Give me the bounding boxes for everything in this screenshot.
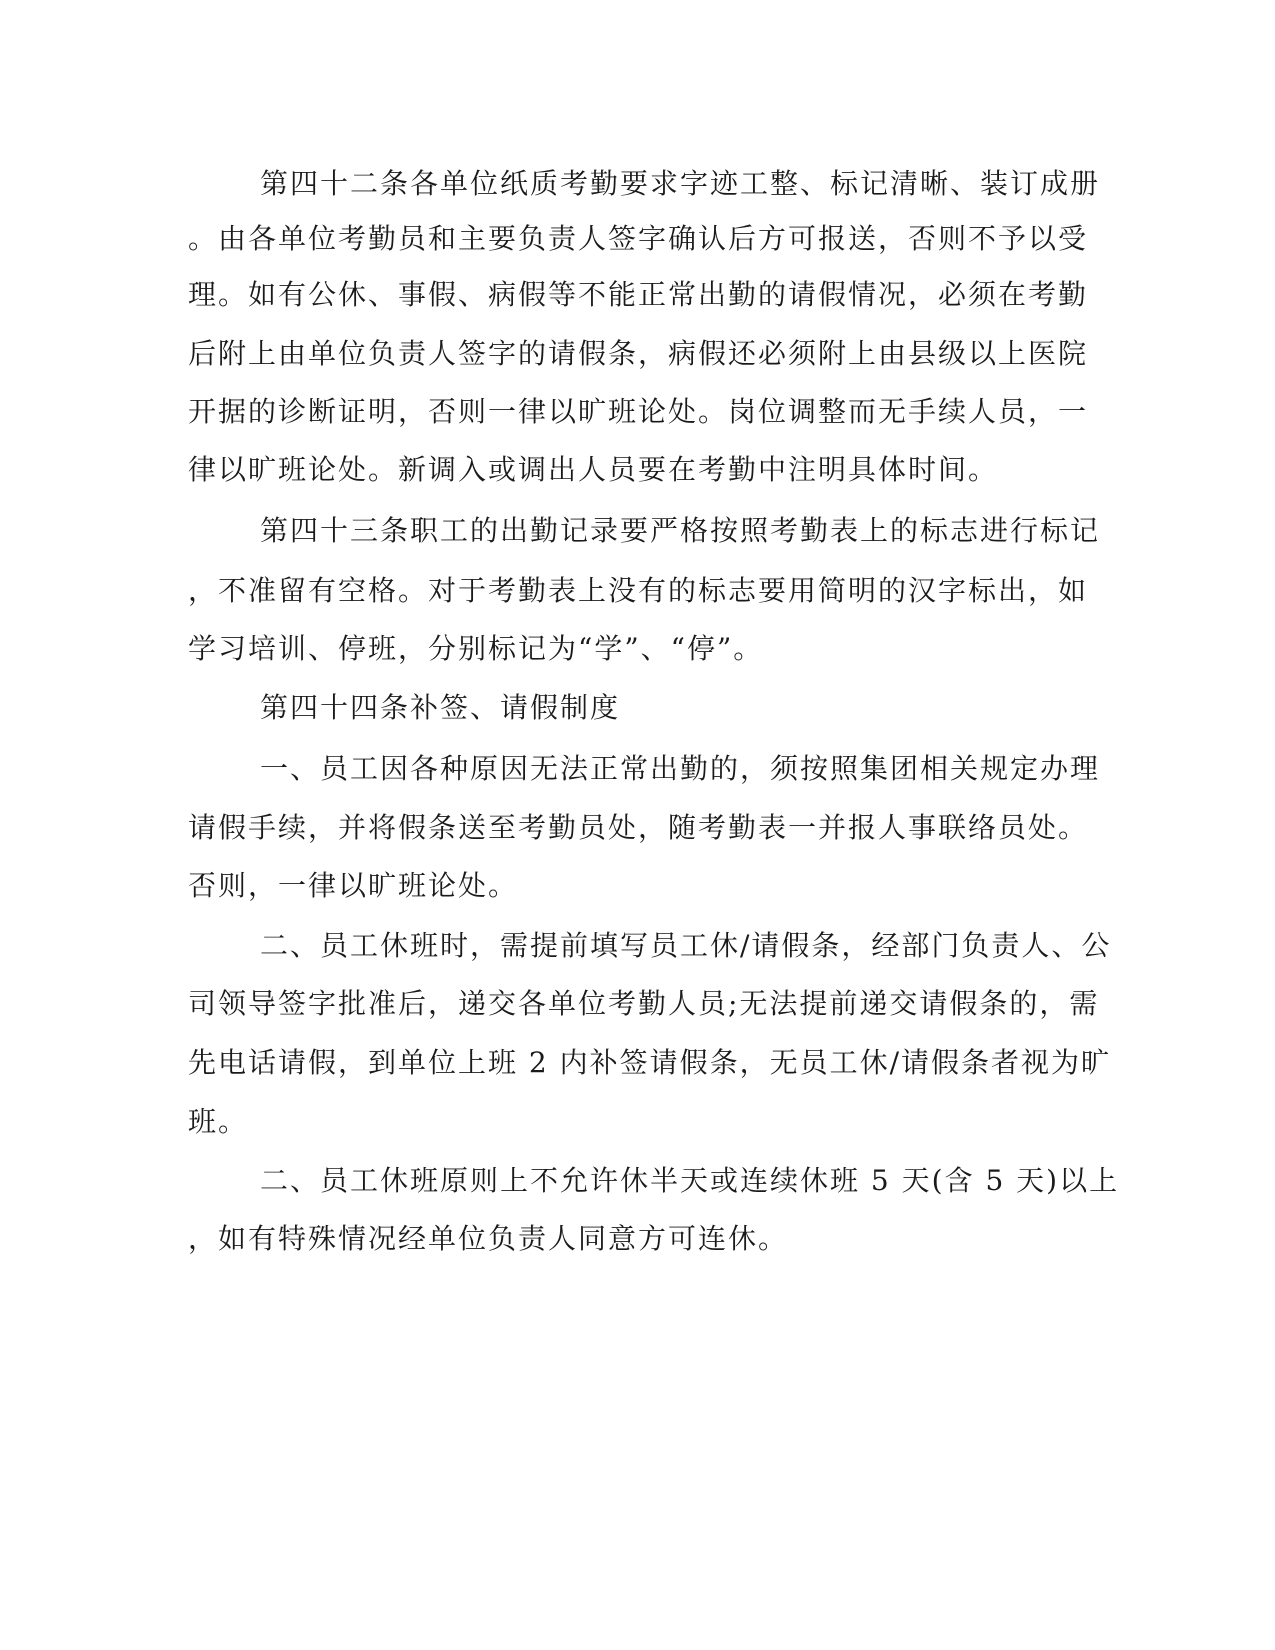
- paragraph-line: 。由各单位考勤员和主要负责人签字确认后方可报送，否则不予以受: [188, 222, 1089, 255]
- paragraph-line: 二、员工休班原则上不允许休半天或连续休班 5 天(含 5 天)以上: [260, 1164, 1120, 1197]
- paragraph-line: ，如有特殊情况经单位负责人同意方可连休。: [188, 1222, 789, 1255]
- paragraph-line: 司领导签字批准后，递交各单位考勤人员;无法提前递交请假条的，需: [188, 987, 1100, 1020]
- paragraph-line: 后附上由单位负责人签字的请假条，病假还必须附上由县级以上医院: [188, 337, 1089, 370]
- paragraph-line: 先电话请假，到单位上班 2 内补签请假条，无员工休/请假条者视为旷: [188, 1046, 1112, 1079]
- paragraph-line: 第四十二条各单位纸质考勤要求字迹工整、标记清晰、装订成册: [260, 167, 1101, 200]
- paragraph-line: ，不准留有空格。对于考勤表上没有的标志要用简明的汉字标出，如: [188, 574, 1089, 607]
- paragraph-line: 二、员工休班时，需提前填写员工休/请假条，经部门负责人、公: [260, 929, 1112, 962]
- paragraph-line: 一、员工因各种原因无法正常出勤的，须按照集团相关规定办理: [260, 752, 1101, 785]
- paragraph-line: 理。如有公休、事假、病假等不能正常出勤的请假情况，必须在考勤: [188, 278, 1089, 311]
- paragraph-line: 开据的诊断证明，否则一律以旷班论处。岗位调整而无手续人员，一: [188, 395, 1089, 428]
- paragraph-line: 请假手续，并将假条送至考勤员处，随考勤表一并报人事联络员处。: [188, 811, 1089, 844]
- paragraph-line: 否则，一律以旷班论处。: [188, 869, 519, 902]
- paragraph-line: 第四十四条补签、请假制度: [260, 691, 621, 724]
- paragraph-line: 学习培训、停班，分别标记为“学”、“停”。: [188, 632, 764, 665]
- paragraph-line: 第四十三条职工的出勤记录要严格按照考勤表上的标志进行标记: [260, 514, 1101, 547]
- paragraph-line: 律以旷班论处。新调入或调出人员要在考勤中注明具体时间。: [188, 453, 999, 486]
- paragraph-line: 班。: [188, 1105, 249, 1138]
